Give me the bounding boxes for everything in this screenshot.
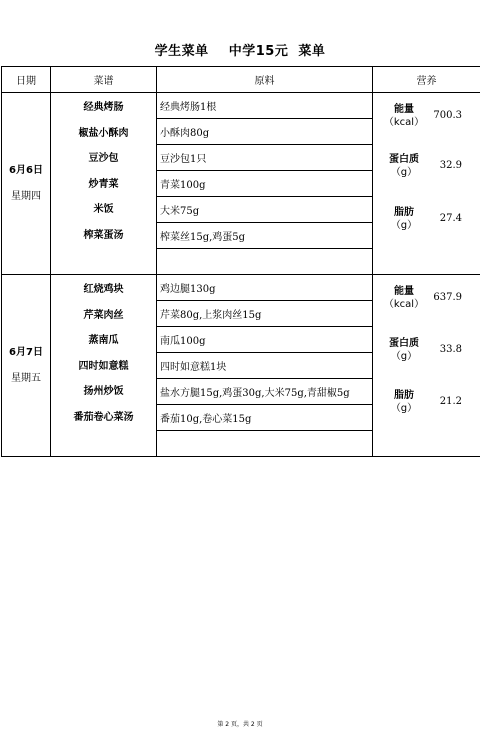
nutrient-value: 637.9 xyxy=(433,292,462,303)
nutrition-label xyxy=(381,103,427,129)
nutrition-cell xyxy=(373,275,480,457)
ingredient-cell: 番茄10g,卷心菜15g xyxy=(157,405,373,431)
weekday-label: 星期五 xyxy=(11,372,41,384)
nutrition-label xyxy=(381,285,427,311)
dish-item: 炒青菜 xyxy=(88,178,119,190)
nutrition-cell xyxy=(373,93,480,275)
dish-item: 椒盐小酥肉 xyxy=(78,127,129,139)
nutrient-name: 能量 xyxy=(394,286,414,297)
ingredient-cell: 鸡边腿130g xyxy=(157,275,373,301)
dish-item: 榨菜蛋汤 xyxy=(83,229,124,241)
ingredient-cell: 芹菜80g,上浆肉丝15g xyxy=(157,301,373,327)
nutrition-label xyxy=(381,389,427,415)
nutrient-name: 蛋白质 xyxy=(389,154,419,165)
ingredient-cell: 青菜100g xyxy=(157,171,373,197)
nutrient-unit: （kcal） xyxy=(383,117,425,128)
dish-item: 红烧鸡块 xyxy=(83,284,124,295)
nutrition-label xyxy=(381,337,427,363)
ingredient-cell: 榨菜丝15g,鸡蛋5g xyxy=(157,223,373,249)
nutrient-value: 27.4 xyxy=(439,213,462,224)
dish-list xyxy=(51,275,157,457)
ingredient-cell: 豆沙包1只 xyxy=(157,145,373,171)
nutrient-name: 能量 xyxy=(394,104,414,115)
weekday-label: 星期四 xyxy=(11,190,41,202)
date-label: 6月6日 xyxy=(9,164,43,176)
nutrient-value: 33.8 xyxy=(439,344,462,355)
dish-item: 豆沙包 xyxy=(88,153,119,164)
nutrient-name: 脂肪 xyxy=(394,207,414,218)
dish-item: 米饭 xyxy=(93,204,114,215)
ingredient-cell: 小酥肉80g xyxy=(157,119,373,145)
dish-item: 番茄卷心菜汤 xyxy=(73,411,134,423)
nutrient-value: 21.2 xyxy=(439,396,462,407)
dish-item: 扬州炒饭 xyxy=(83,386,124,397)
header-date: 日期 xyxy=(2,67,51,93)
dish-list xyxy=(51,93,157,275)
ingredient-cell: 南瓜100g xyxy=(157,327,373,353)
date-cell xyxy=(2,275,51,457)
dish-item: 经典烤肠 xyxy=(83,102,124,113)
nutrient-unit: （g） xyxy=(390,167,418,178)
nutrient-unit: （g） xyxy=(390,351,418,362)
day-row xyxy=(2,93,480,119)
day-row xyxy=(2,275,480,301)
page-footer: 第 2 页，共 2 页 xyxy=(217,721,263,728)
ingredient-cell: 四时如意糕1块 xyxy=(157,353,373,379)
header-row xyxy=(2,67,480,93)
dish-item: 蒸南瓜 xyxy=(88,335,119,346)
dish-item: 四时如意糕 xyxy=(78,360,129,372)
nutrient-name: 脂肪 xyxy=(394,390,414,401)
ingredient-cell xyxy=(157,431,373,457)
nutrient-value: 700.3 xyxy=(433,110,462,121)
page-title: 学生菜单 中学15元 菜单 xyxy=(154,44,326,59)
nutrient-unit: （kcal） xyxy=(383,299,425,310)
header-dishes: 菜谱 xyxy=(51,67,157,93)
header-ingredients: 原料 xyxy=(157,67,373,93)
nutrient-name: 蛋白质 xyxy=(389,338,419,349)
ingredient-cell xyxy=(157,249,373,275)
ingredient-cell: 经典烤肠1根 xyxy=(157,93,373,119)
dish-item: 芹菜肉丝 xyxy=(83,309,124,321)
nutrition-label xyxy=(381,206,427,232)
date-cell xyxy=(2,93,51,275)
nutrient-unit: （g） xyxy=(390,403,418,414)
nutrient-value: 32.9 xyxy=(439,160,462,171)
ingredient-cell: 盐水方腿15g,鸡蛋30g,大米75g,青甜椒5g xyxy=(157,379,373,405)
menu-table xyxy=(1,66,480,457)
header-nutrition: 营养 xyxy=(373,67,480,93)
date-label: 6月7日 xyxy=(9,346,43,358)
ingredient-cell: 大米75g xyxy=(157,197,373,223)
nutrition-label xyxy=(381,153,427,179)
nutrient-unit: （g） xyxy=(390,220,418,231)
